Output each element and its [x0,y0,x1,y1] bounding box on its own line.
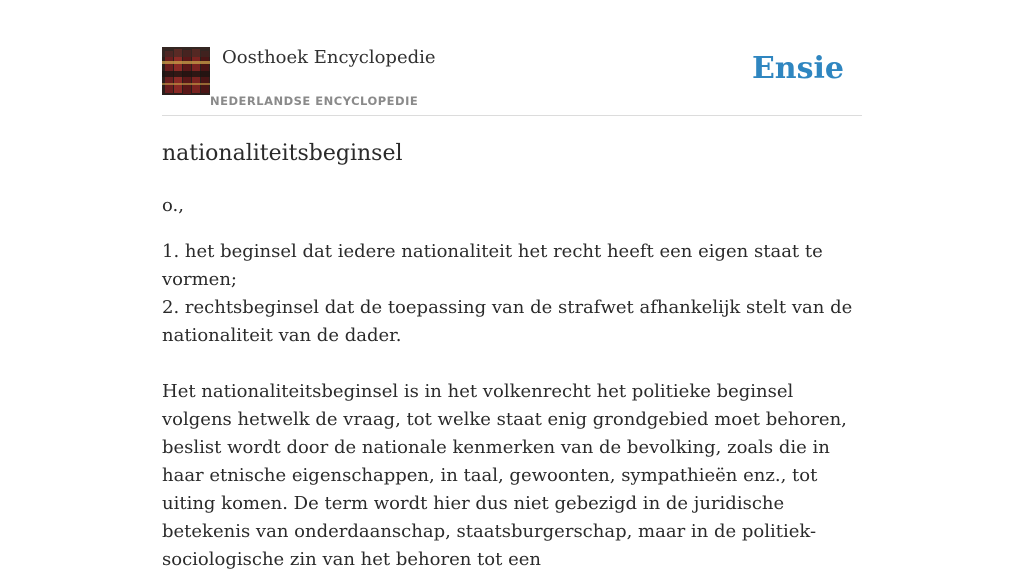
definition-2: 2. rechtsbeginsel dat de toepassing van de strafwet afhankelijk stelt van de nationaliteit van de dader. [162,297,853,346]
site-subtitle: NEDERLANDSE ENCYCLOPEDIE [210,94,419,108]
site-header [162,46,862,116]
book-spines-icon[interactable] [162,47,210,95]
definition-1: 1. het beginsel dat iedere nationaliteit het recht heeft een eigen staat te vormen; [162,241,823,290]
article-content [162,192,862,574]
brand-logo[interactable]: Ensie [751,51,844,86]
article-body: Het nationaliteitsbeginsel is in het volkenrecht het politieke beginsel volgens hetwelk de vraag, tot welke staat enig grondgebied moet behoren, beslist wordt door de nationale kenmerken van de bevolking, zoals die in haar etnische eigenschappen, in taal, gewoonten, sympathieën enz., tot uiting komen. De term wordt hier dus niet gebezigd in de juridische betekenis van onderdaanschap, staatsburgerschap, maar in de politiek-sociologische zin van het behoren tot een [162,381,847,570]
article-title: nationaliteitsbeginsel [162,141,403,166]
site-name[interactable]: Oosthoek Encyclopedie [222,47,436,68]
article-abbreviation: o., [162,195,184,216]
